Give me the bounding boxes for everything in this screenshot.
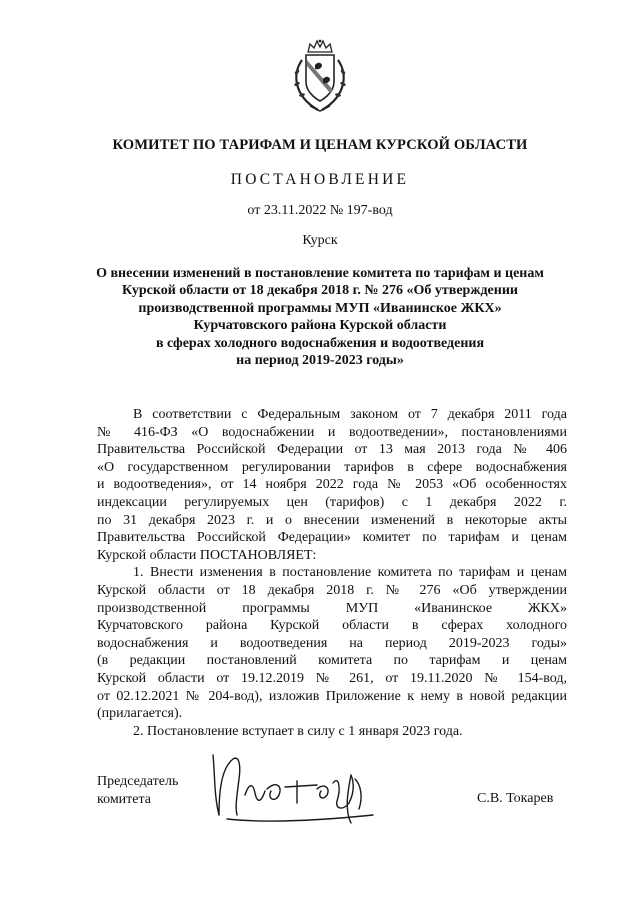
handwritten-signature bbox=[205, 745, 385, 827]
document-type-heading: ПОСТАНОВЛЕНИЕ bbox=[230, 171, 410, 188]
position-line: Председатель bbox=[97, 774, 179, 789]
body-line: 1. Внести изменения в постановление комитета по тарифам и ценам bbox=[133, 565, 567, 581]
body-line: Курчатовского района Курской области в сферах холодного bbox=[97, 618, 567, 634]
date-and-number: от 23.11.2022 № 197-вод bbox=[247, 203, 393, 218]
committee-title: КОМИТЕТ ПО ТАРИФАМ И ЦЕНАМ КУРСКОЙ ОБЛАСТИ bbox=[112, 137, 528, 153]
resolution-subject bbox=[80, 265, 560, 369]
body-line: Курской области от 19.12.2019 № 261, от 19.11.2020 № 154-вод, bbox=[97, 670, 567, 686]
body-line: «О государственном регулировании тарифов в сфере водоснабжения bbox=[97, 459, 567, 475]
body-line: индексации регулируемых цен (тарифов) с 1 декабря 2022 г. bbox=[97, 494, 567, 510]
body-line: (в редакции постановлений комитета по тарифам и ценам bbox=[97, 653, 567, 669]
body-line: и водоотведения», от 14 ноября 2022 года № 2053 «Об особенностях bbox=[97, 477, 567, 493]
body-line: по 31 декабря 2023 г. и о внесении изменений в некоторые акты bbox=[97, 512, 567, 528]
body-line: (прилагается). bbox=[97, 706, 183, 722]
resolution-body bbox=[97, 406, 567, 740]
body-line: Курской области ПОСТАНОВЛЯЕТ: bbox=[97, 547, 317, 563]
body-line: от 02.12.2021 № 204-вод), изложив Приложение к нему в новой редакции bbox=[97, 688, 567, 704]
body-line: В соответствии с Федеральным законом от 7 декабря 2011 года bbox=[133, 407, 567, 422]
subject-line: на период 2019-2023 годы» bbox=[236, 353, 404, 369]
body-line: № 416-ФЗ «О водоснабжении и водоотведении», постановлениями bbox=[97, 424, 567, 440]
subject-line: в сферах холодного водоснабжения и водоотведения bbox=[155, 335, 485, 351]
subject-line: производственной программы МУП «Иванинское ЖКХ» bbox=[138, 300, 502, 316]
subject-line: О внесении изменений в постановление комитета по тарифам и ценам bbox=[96, 266, 544, 281]
position-line: комитета bbox=[97, 791, 152, 807]
city-name: Курск bbox=[302, 233, 338, 248]
body-line: Правительства Российской Федерации» комитет по тарифам и ценам bbox=[97, 530, 567, 546]
subject-line: Курчатовского района Курской области bbox=[193, 318, 447, 334]
body-line: производственной программы МУП «Иванинское ЖКХ» bbox=[97, 600, 567, 616]
signatory-position bbox=[97, 773, 178, 808]
body-line: Курской области от 18 декабря 2018 г. № 276 «Об утверждении bbox=[97, 582, 567, 598]
signatory-name: С.В. Токарев bbox=[477, 791, 554, 806]
body-line: водоснабжения и водоотведения на период 2019-2023 годы» bbox=[97, 635, 567, 651]
body-line: Правительства Российской Федерации от 13 мая 2013 года № 406 bbox=[97, 442, 567, 458]
coat-of-arms-icon bbox=[288, 38, 352, 114]
body-line: 2. Постановление вступает в силу с 1 января 2023 года. bbox=[133, 723, 463, 739]
subject-line: Курской области от 18 декабря 2018 г. № 276 «Об утверждении bbox=[122, 283, 518, 299]
